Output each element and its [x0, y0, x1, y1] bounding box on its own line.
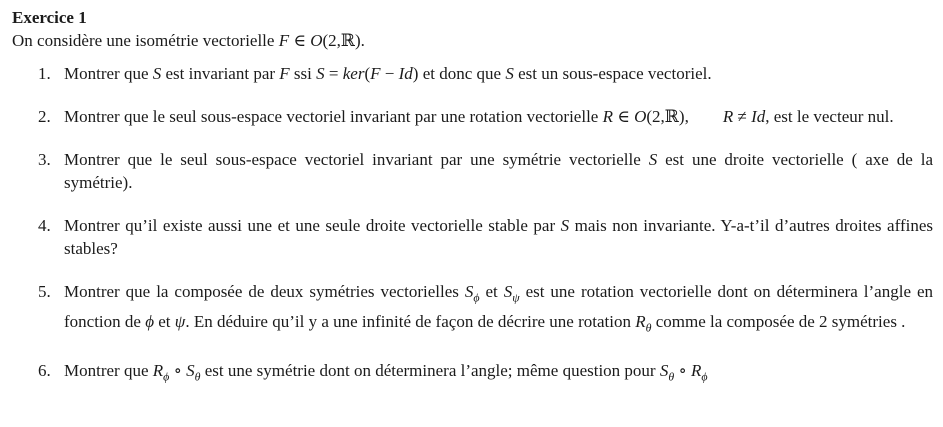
item-text: Montrer qu’il existe aussi une et une seule droite vectorielle stable par S mais non invariante. Y-a-t’il d’autres droites affines stables?: [64, 216, 933, 258]
item-text: Montrer que S est invariant par F ssi S = ker(F − Id) et donc que S est un sous-espace vectoriel.: [64, 64, 712, 83]
item-number: 2.: [38, 107, 51, 126]
exercise-item-5: [38, 280, 934, 339]
item-number: 3.: [38, 150, 51, 169]
exercise-item-1: [38, 62, 933, 85]
exercise-list: [12, 62, 933, 389]
exercise-item-3: [38, 148, 933, 194]
item-number: 1.: [38, 64, 51, 83]
item-text: Montrer que $R_\phi$ ∘ $S_\theta$ est une symétrie dont on déterminera l’angle; même question pour $S_\theta$ ∘ $R_\phi$: [64, 361, 708, 384]
exercise-intro: On considère une isométrie vectorielle F ∈ O(2,ℝ).: [12, 31, 365, 50]
exercise-title: Exercice 1: [12, 8, 87, 27]
item-text: Montrer que la composée de deux symétries vectorielles $S_\phi$ et $S_\psi$ est une rotation vectorielle dont on déterminera l’angle en fonction de ϕ et ψ. En déduire qu’il y a une infinité de façon de décrire une rotation $R_\theta$ comme la composée de 2 symétries .: [64, 282, 934, 335]
item-text: Montrer que le seul sous-espace vectoriel invariant par une rotation vectorielle R ∈ O(2,ℝ), R ≠ Id, est le vecteur nul.: [64, 107, 894, 126]
item-text: Montrer que le seul sous-espace vectoriel invariant par une symétrie vectorielle S est une droite vectorielle ( axe de la symétrie).: [64, 150, 933, 192]
exercise-item-2: [38, 105, 933, 128]
item-number: 5.: [38, 282, 51, 301]
exercise-item-4: [38, 214, 933, 260]
item-number: 4.: [38, 216, 51, 235]
item-number: 6.: [38, 361, 51, 381]
exercise-item-6: [38, 359, 933, 389]
